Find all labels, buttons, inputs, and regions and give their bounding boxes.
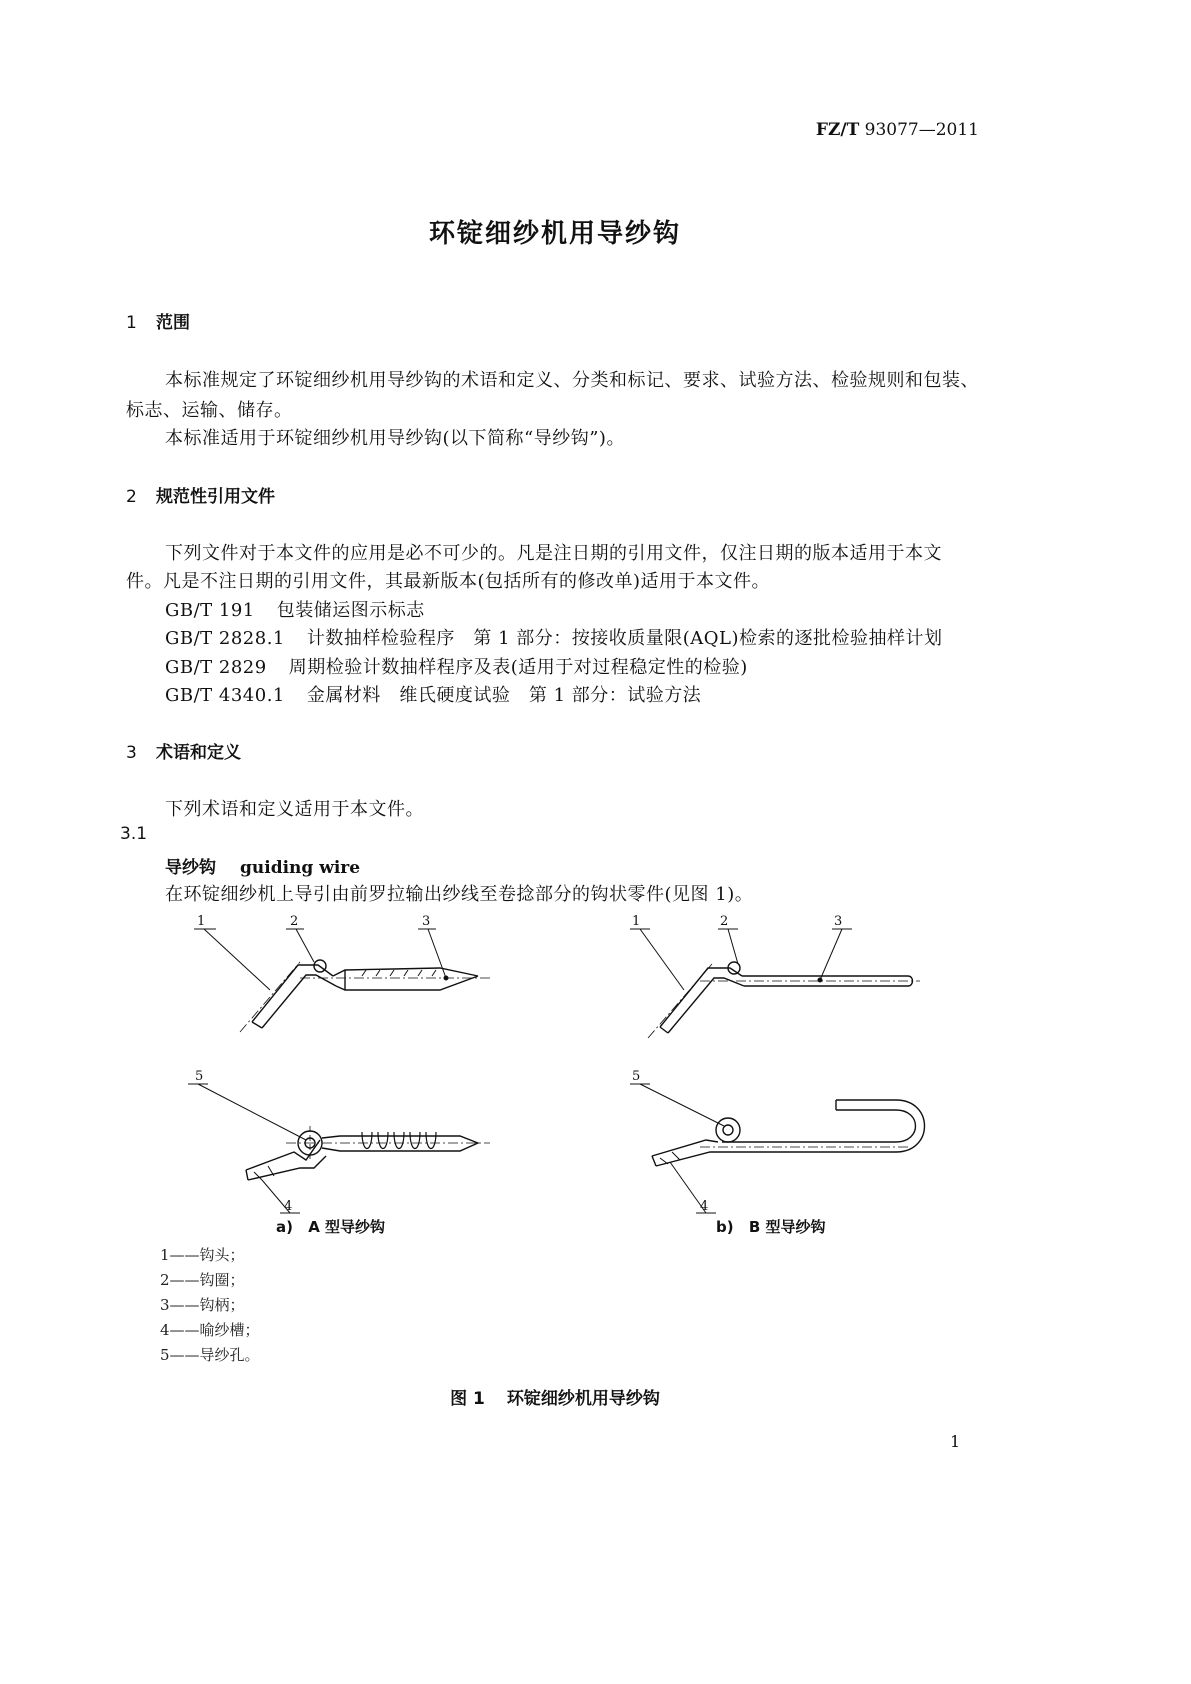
page-number: 1: [950, 1432, 961, 1451]
paragraph: 下列文件对于本文件的应用是必不可少的。凡是注日期的引用文件，仅注日期的版本适用于本文: [165, 543, 942, 564]
reference-title: 周期检验计数抽样程序及表(适用于对过程稳定性的检验): [288, 657, 748, 678]
callout-4-b: 4: [700, 1199, 709, 1214]
section-title: 范围: [156, 313, 190, 333]
callout-5-b: 5: [632, 1069, 641, 1084]
standard-code: FZ/T: [815, 120, 860, 140]
reference-code: GB/T 2829: [165, 657, 267, 678]
figure-title: 环锭细纱机用导纱钩: [506, 1389, 660, 1409]
figure-key-item: 1——钩头；: [160, 1246, 245, 1264]
reference-code: GB/T 191: [165, 600, 255, 621]
subfigure-b-caption: [716, 1216, 825, 1237]
callout-2-b: 2: [720, 914, 729, 929]
figure-key-item: 2——钩圈；: [160, 1271, 245, 1289]
term-name-zh: 导纱钩: [165, 858, 216, 878]
term-number: 3.1: [120, 824, 148, 844]
paragraph: 下列术语和定义适用于本文件。: [165, 799, 424, 820]
section-number: 3: [126, 743, 137, 763]
figure-number: 图 1: [450, 1389, 485, 1409]
reference-code: GB/T 2828.1: [165, 628, 285, 649]
section-title: 术语和定义: [156, 743, 241, 763]
hook-a-top-view: [240, 960, 490, 1032]
paragraph: 本标准规定了环锭细纱机用导纱钩的术语和定义、分类和标记、要求、试验方法、检验规则和包装、: [165, 370, 979, 391]
figure-key-item: 4——喻纱槽；: [160, 1321, 260, 1339]
paragraph: 标志、运输、储存。: [126, 400, 293, 421]
figure-key-item: 5——导纱孔。: [160, 1346, 260, 1364]
paragraph: 件。凡是不注日期的引用文件，其最新版本(包括所有的修改单)适用于本文件。: [126, 571, 771, 592]
term-definition: 在环锭细纱机上导引由前罗拉输出纱线至卷捻部分的钩状零件(见图 1)。: [165, 884, 754, 905]
callout-5-a: 5: [195, 1069, 204, 1084]
reference-title: 金属材料 维氏硬度试验 第 1 部分：试验方法: [306, 685, 702, 706]
callout-3-a: 3: [422, 914, 431, 929]
callout-4-a: 4: [284, 1199, 293, 1214]
callout-3-b: 3: [834, 914, 843, 929]
section-number: 1: [126, 313, 137, 333]
section-number: 2: [126, 487, 137, 507]
subfigure-label: b): [716, 1218, 734, 1236]
section-title: 规范性引用文件: [156, 487, 275, 507]
standard-number: 93077—2011: [864, 120, 979, 140]
subfigure-title: B 型导纱钩: [748, 1218, 826, 1236]
subfigure-title: A 型导纱钩: [308, 1218, 386, 1236]
hook-a-side-view: [246, 1126, 490, 1180]
hook-b-top-view: [648, 962, 920, 1038]
reference-title: 计数抽样检验程序 第 1 部分：按接收质量限(AQL)检索的逐批检验抽样计划: [306, 628, 943, 649]
reference-title: 包装储运图示标志: [276, 600, 425, 621]
reference-code: GB/T 4340.1: [165, 685, 285, 706]
callout-1-a: 1: [197, 914, 206, 929]
subfigure-a-caption: [276, 1216, 385, 1237]
figure-caption: [0, 1384, 1110, 1409]
subfigure-label: a): [276, 1218, 293, 1236]
callout-1-b: 1: [632, 914, 641, 929]
paragraph: 本标准适用于环锭细纱机用导纱钩(以下简称“导纱钩”)。: [165, 428, 625, 449]
document-title: 环锭细纱机用导纱钩: [428, 219, 681, 249]
callout-2-a: 2: [290, 914, 299, 929]
figure-key-item: 3——钩柄；: [160, 1296, 245, 1314]
term-name-en: guiding wire: [240, 858, 361, 878]
